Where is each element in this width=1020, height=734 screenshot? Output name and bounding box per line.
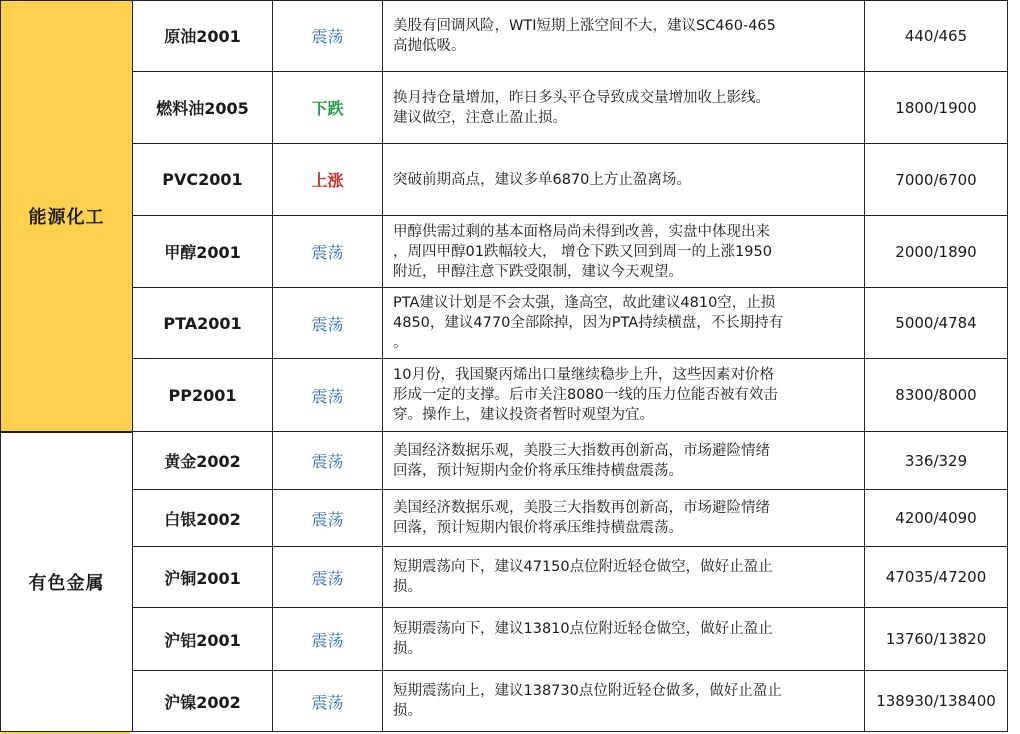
price-cell: 336/329 xyxy=(865,432,1008,490)
price-cell: 2000/1890 xyxy=(865,216,1008,288)
view-text: 换月持仓量增加，昨日多头平仓导致成交量增加收上影线。 建议做空，注意止盈止损。 xyxy=(393,89,770,126)
price-cell: 5000/4784 xyxy=(865,288,1008,359)
view-cell xyxy=(383,216,865,288)
price-cell: 440/465 xyxy=(865,0,1008,72)
trend-cell: 震荡 xyxy=(273,359,383,432)
price-cell: 1800/1900 xyxy=(865,72,1008,144)
price-cell: 138930/138400 xyxy=(865,671,1008,732)
view-text: 短期震荡向上，建议138730点位附近轻仓做多，做好止盈止 损。 xyxy=(393,683,782,719)
view-text: 美股有回调风险，WTI短期上涨空间不大，建议SC460-465 高抛低吸。 xyxy=(393,17,776,54)
category-nonferrous-metals: 有色金属 xyxy=(0,432,133,732)
view-cell xyxy=(383,432,865,490)
trend-cell: 震荡 xyxy=(273,0,383,72)
symbol-cell: PTA2001 xyxy=(133,288,273,359)
symbol-cell: PVC2001 xyxy=(133,144,273,216)
trend-cell: 上涨 xyxy=(273,144,383,216)
price-cell: 7000/6700 xyxy=(865,144,1008,216)
symbol-cell: 黄金2002 xyxy=(133,432,273,490)
view-cell xyxy=(383,671,865,732)
symbol-cell: 白银2002 xyxy=(133,490,273,547)
view-text: 10月份，我国聚丙烯出口量继续稳步上升，这些因素对价格 形成一定的支撑。后市关注8080一线的压力位能否被有效击 穿。操作上，建议投资者暂时观望为宜。 xyxy=(393,367,778,423)
view-text: 突破前期高点，建议多单6870上方止盈离场。 xyxy=(393,171,691,188)
view-cell xyxy=(383,547,865,608)
trend-cell: 震荡 xyxy=(273,288,383,359)
symbol-cell: 原油2001 xyxy=(133,0,273,72)
category-energy-chem: 能源化工 xyxy=(0,0,133,432)
trend-cell: 震荡 xyxy=(273,608,383,671)
symbol-cell: 沪镍2002 xyxy=(133,671,273,732)
price-cell: 8300/8000 xyxy=(865,359,1008,432)
symbol-cell: PP2001 xyxy=(133,359,273,432)
view-cell xyxy=(383,288,865,359)
view-text: 短期震荡向下，建议13810点位附近轻仓做空，做好止盈止 损。 xyxy=(393,621,773,657)
view-cell xyxy=(383,0,865,72)
view-text: 美国经济数据乐观，美股三大指数再创新高，市场避险情绪 回落，预计短期内银价将承压维持横盘震荡。 xyxy=(393,500,770,536)
view-cell xyxy=(383,144,865,216)
view-cell xyxy=(383,359,865,432)
view-text: 甲醇供需过剩的基本面格局尚未得到改善，实盘中体现出来 ，周四甲醇01跌幅较大， 增仓下跌又回到周一的上涨1950 附近，甲醇注意下跌受限制，建议今天观望。 xyxy=(393,223,772,280)
view-text: 美国经济数据乐观，美股三大指数再创新高，市场避险情绪 回落，预计短期内金价将承压维持横盘震荡。 xyxy=(393,442,770,479)
trend-cell: 震荡 xyxy=(273,490,383,547)
price-cell: 13760/13820 xyxy=(865,608,1008,671)
trend-cell: 震荡 xyxy=(273,671,383,732)
view-text: PTA建议计划是不会太强，逢高空，故此建议4810空，止损 4850，建议4770全部除掉，因为PTA持续横盘，不长期持有 。 xyxy=(393,295,784,351)
view-text: 短期震荡向下，建议47150点位附近轻仓做空，做好止盈止 损。 xyxy=(393,559,773,595)
symbol-cell: 燃料油2005 xyxy=(133,72,273,144)
symbol-cell: 沪铝2001 xyxy=(133,608,273,671)
trend-cell: 震荡 xyxy=(273,547,383,608)
price-cell: 4200/4090 xyxy=(865,490,1008,547)
view-cell xyxy=(383,72,865,144)
symbol-cell: 沪铜2001 xyxy=(133,547,273,608)
trend-cell: 震荡 xyxy=(273,432,383,490)
view-cell xyxy=(383,490,865,547)
price-cell: 47035/47200 xyxy=(865,547,1008,608)
view-cell xyxy=(383,608,865,671)
trend-cell: 下跌 xyxy=(273,72,383,144)
trend-cell: 震荡 xyxy=(273,216,383,288)
symbol-cell: 甲醇2001 xyxy=(133,216,273,288)
